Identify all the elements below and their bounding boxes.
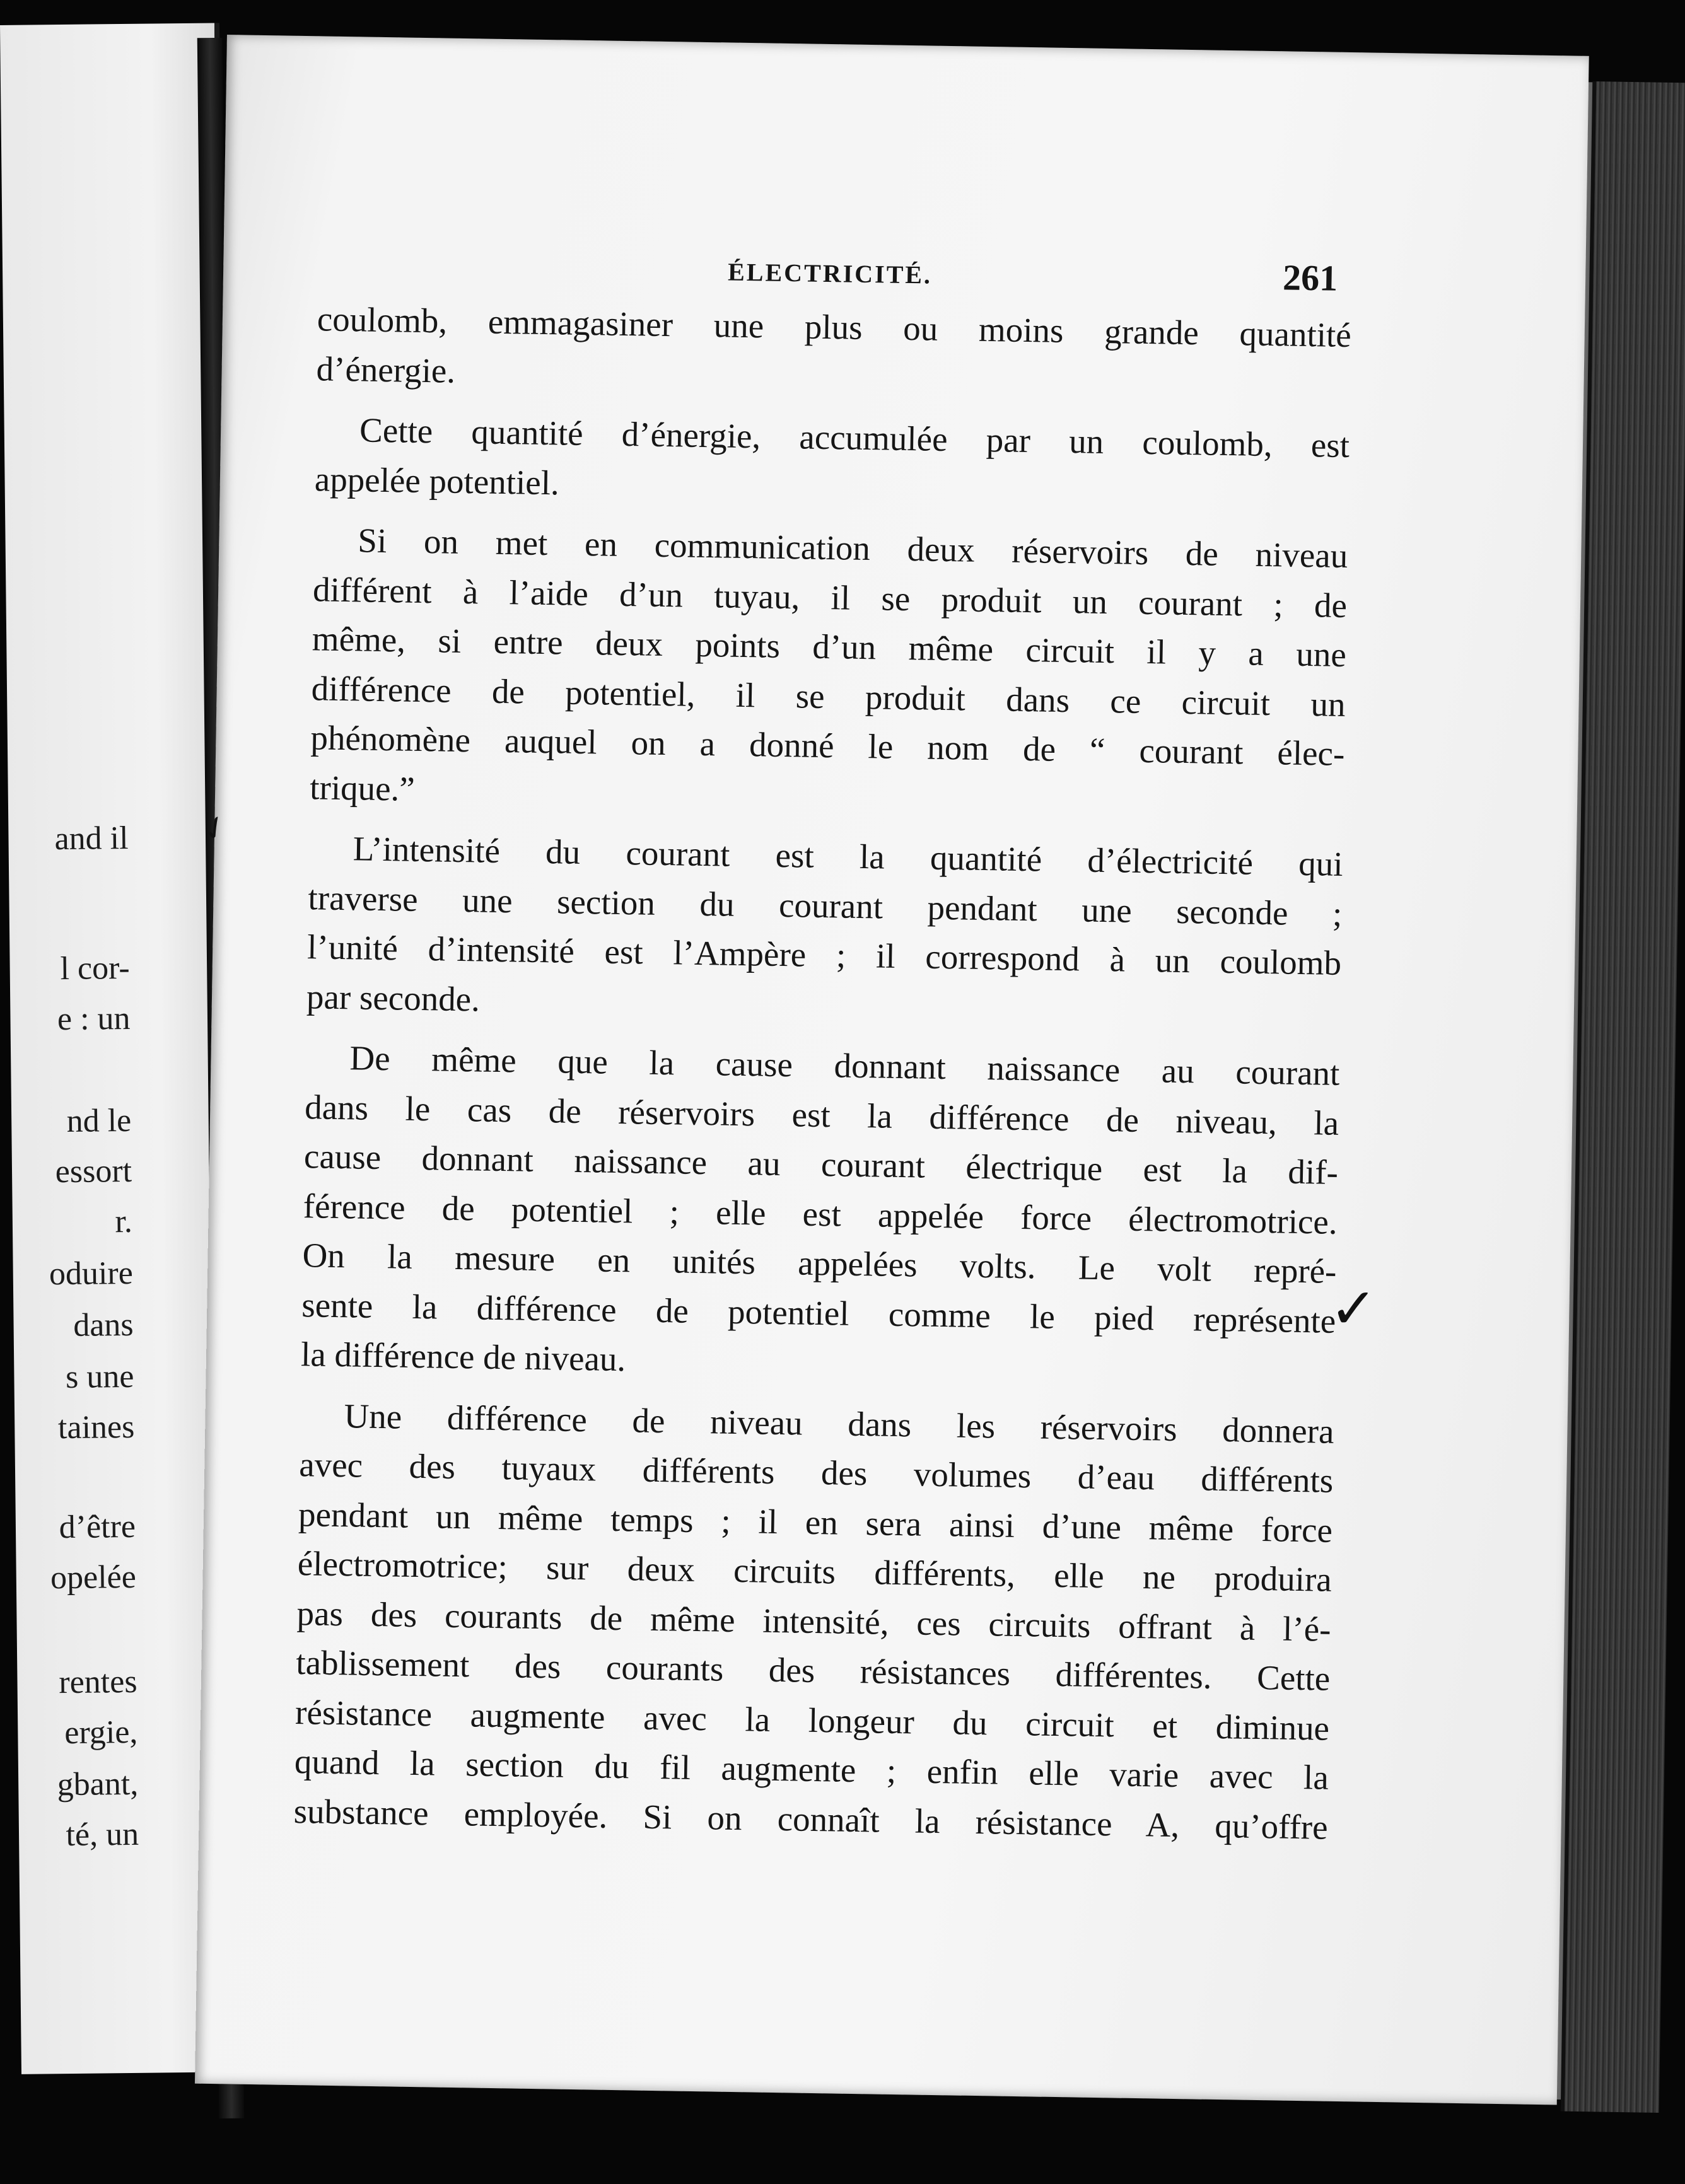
left-fragment: e : un	[57, 1000, 131, 1038]
paragraph-2	[314, 405, 1350, 520]
left-fragment: ergie,	[64, 1714, 138, 1751]
text-line: différence de potentiel, il se produit dans ce circuit un	[311, 668, 1346, 724]
text-line: phénomène auquel on a donné le nom de “ courant élec-	[310, 718, 1345, 773]
left-fragment: l cor-	[60, 950, 130, 987]
text-line: dans le cas de réservoirs est la différence de niveau, la	[304, 1087, 1339, 1142]
paragraph-6	[293, 1391, 1334, 1852]
page-number: 261	[1282, 257, 1338, 299]
text-line: traverse une section du courant pendant une seconde ;	[308, 878, 1343, 933]
left-fragment: oduire	[49, 1255, 134, 1292]
text-line: cause donnant naissance au courant électrique est la dif-	[303, 1137, 1339, 1192]
text-line: la différence de niveau.	[300, 1335, 626, 1379]
paragraph-4	[306, 823, 1343, 1038]
text-line: l’unité d’intensité est l’Ampère ; il correspond à un coulomb	[306, 927, 1342, 982]
text-line: pas des courants de même intensité, ces circuits offrant à l’é-	[296, 1593, 1331, 1649]
pencil-tick-mark-icon: ✓	[194, 806, 236, 851]
text-line: On la mesure en unités appelées volts. Le volt repré-	[302, 1236, 1337, 1291]
left-fragment: té, un	[66, 1816, 139, 1854]
left-fragment: opelée	[50, 1559, 137, 1596]
left-fragment: nd le	[66, 1102, 132, 1139]
text-line: férence de potentiel ; elle est appelée force électromotrice.	[303, 1186, 1338, 1241]
left-fragment: taines	[57, 1409, 135, 1446]
text-line: par seconde.	[306, 977, 481, 1018]
left-fragment: s une	[65, 1358, 134, 1396]
text-line: quand la section du fil augmente ; enfin elle varie avec la	[294, 1742, 1329, 1797]
left-fragment: r.	[115, 1203, 133, 1240]
left-fragment: essort	[55, 1153, 132, 1190]
text-line: L’intensité du courant est la quantité d’électricité qui	[353, 829, 1344, 883]
text-line: pendant un même temps ; il en sera ainsi d’une même force	[298, 1494, 1333, 1550]
paragraph-1	[316, 294, 1351, 410]
text-line: De même que la cause donnant naissance au courant	[349, 1038, 1340, 1093]
text-line: Cette quantité d’énergie, accumulée par un coulomb, est	[359, 410, 1350, 465]
left-fragment: dans	[73, 1306, 134, 1344]
text-line: Si on met en communication deux réservoirs de niveau	[357, 521, 1348, 576]
body-text	[293, 294, 1351, 1852]
right-page	[195, 35, 1589, 2105]
text-line: sente la différence de potentiel comme le pied représente	[301, 1285, 1336, 1340]
left-fragment: rentes	[59, 1663, 137, 1701]
text-line: substance employée. Si on connaît la résistance A, qu’offre	[293, 1791, 1329, 1847]
text-line: tablissement des courants des résistances différentes. Cette	[295, 1643, 1331, 1698]
text-line: Une différence de niveau dans les réservoirs donnera	[344, 1396, 1334, 1451]
paragraph-5	[301, 1033, 1340, 1395]
text-line: même, si entre deux points d’un même circuit il y a une	[312, 619, 1347, 674]
left-fragment: and il	[54, 820, 129, 857]
left-fragment: d’être	[59, 1508, 136, 1546]
text-line: différent à l’aide d’un tuyau, il se produit un courant ; de	[312, 569, 1348, 625]
left-fragment: gbant,	[57, 1765, 139, 1803]
text-line: avec des tuyaux différents des volumes d’eau différents	[298, 1445, 1334, 1500]
running-head: ÉLECTRICITÉ.	[727, 257, 933, 289]
paragraph-3	[310, 515, 1348, 828]
text-line: appelée potentiel.	[314, 459, 560, 502]
text-line: résistance augmente avec la longeur du circuit et diminue	[294, 1692, 1330, 1748]
check-mark-icon: ✓	[1329, 1275, 1378, 1342]
text-line: électromotrice; sur deux circuits différents, elle ne produira	[297, 1544, 1332, 1599]
text-line: trique.”	[309, 767, 416, 808]
text-line: d’énergie.	[316, 349, 456, 390]
text-line: coulomb, emmagasiner une plus ou moins grande quantité	[317, 299, 1352, 355]
